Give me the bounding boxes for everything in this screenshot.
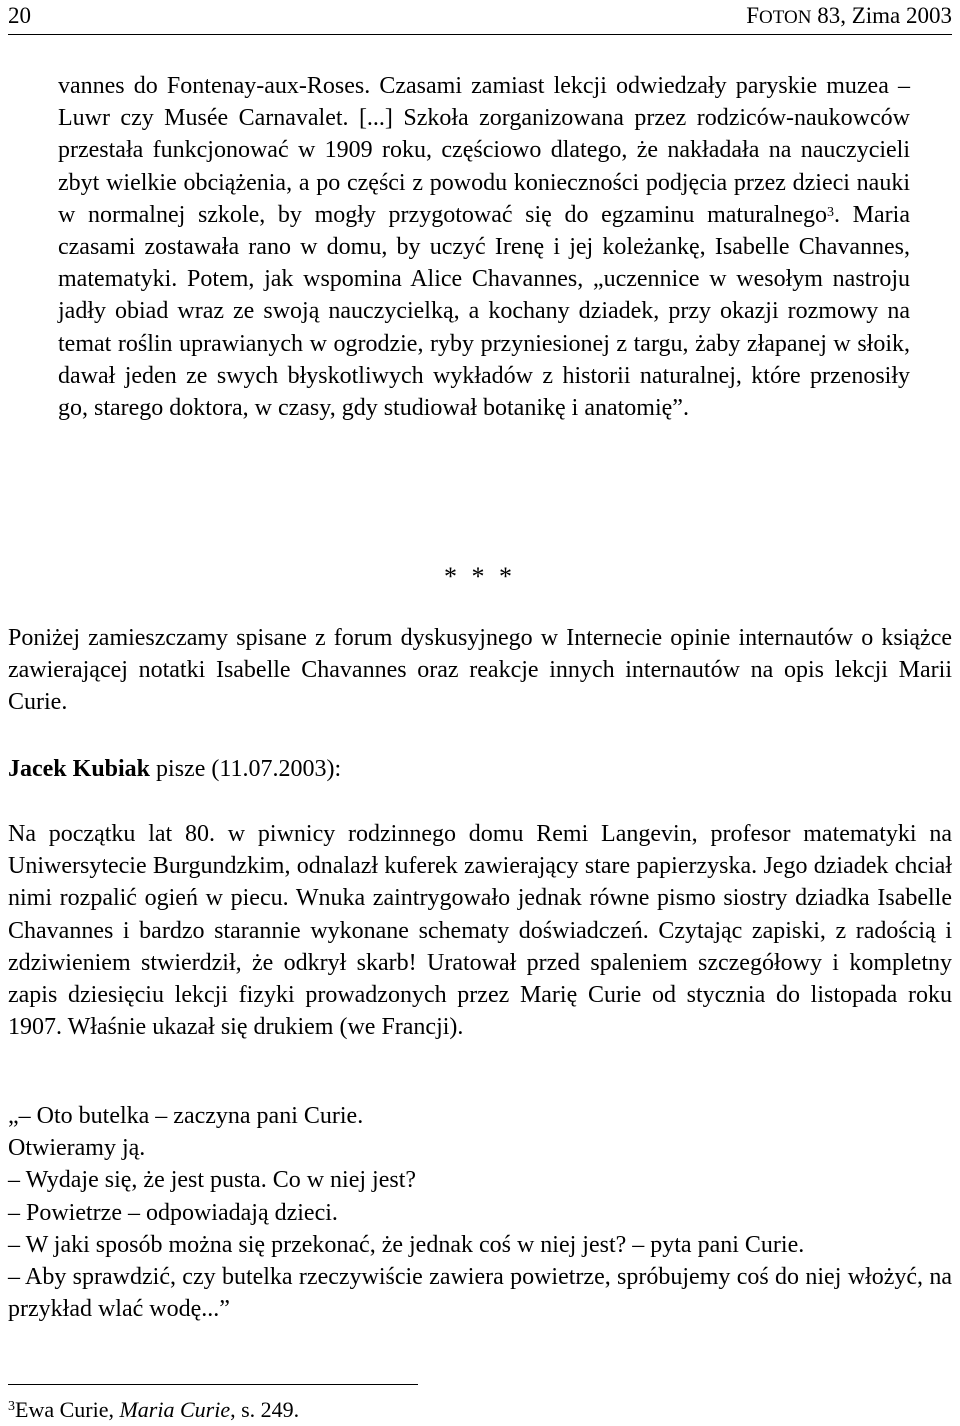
section-separator: * * * xyxy=(444,562,516,591)
dialog-line: Otwieramy ją. xyxy=(8,1135,146,1162)
page-header xyxy=(8,0,952,35)
dialog-line: – W jaki sposób można się przekonać, że jednak coś w niej jest? – pyta pani Curie. xyxy=(8,1231,805,1258)
body-paragraph-1: vannes do Fontenay-aux-Roses. Czasami zamiast lekcji odwiedzały paryskie muzea – Luwr czy Musée Carnavalet. [...] Szkoła zorganizowana przez rodziców-naukowców przestała funkcjonować w 1909 roku, częściowo dlatego, że nakładała na nauczycieli zbyt wielkie obciążenia, a po części z powodu konieczności podjęcia przez dzieci nauki w normalnej szkole, by mogły przygotować się do egzaminu maturalnego$^3$. Maria czasami zostawała rano w domu, by uczyć Irenę i jej koleżankę, Isabelle Chavannes, matematyki. Potem, jak wspomina Alice Chavannes, „uczennice w wesołym nastroju jadły obiad wraz ze swoją nauczycielką, a kochany dziadek, przy okazji rozmowy na temat roślin uprawianych w ogrodzie, ryby przyniesionej z targu, żaby złapanej w słoik, dawał jeden ze swych błyskotliwych wykładów z historii naturalnej, które przenosiły go, starego doktora, w czasy, gdy studiował botanikę i anatomię”. xyxy=(58,73,910,422)
body-paragraph-2: Poniżej zamieszczamy spisane z forum dyskusyjnego w Internecie opinie internautów o książce zawierającej notatki Isabelle Chavannes oraz reakcje innych internautów na opis lekcji Marii Curie. xyxy=(8,625,952,716)
body-paragraph-3: Na początku lat 80. w piwnicy rodzinnego domu Remi Langevin, profesor matematyki na Uniwersytecie Burgundzkim, odnalazł kuferek zawierający stare papierzyska. Jego dziadek chciał nimi rozpalić ogień w piecu. Wnuka zaintrygowało jednak równe pismo siostry dziadka Isabelle Chavannes i bardzo starannie wykonane schematy doświadczeń. Czytając zapiski, z radością i zdziwieniem stwierdził, że odkrył skarb! Uratował przed spaleniem szczegółowy i kompletny zapis dziesięciu lekcji fizyki prowadzonych przez Marię Curie od stycznia do listopada roku 1907. Właśnie ukazał się drukiem (we Francji). xyxy=(8,821,952,1041)
footnote-divider xyxy=(8,1384,418,1385)
post-author: Jacek Kubiak xyxy=(8,756,151,782)
footnote-reference[interactable]: 3 xyxy=(827,204,835,220)
dialog-line: – Powietrze – odpowiadają dzieci. xyxy=(8,1199,338,1226)
publication-title: FOTON 83, Zima 2003 xyxy=(746,3,952,28)
post-signature: Jacek Kubiak pisze (11.07.2003): xyxy=(8,756,342,782)
dialog-line: – Wydaje się, że jest pusta. Co w niej jest? xyxy=(8,1167,417,1194)
dialog-line: „– Oto butelka – zaczyna pani Curie. xyxy=(8,1103,364,1129)
page-number: 20 xyxy=(8,3,31,28)
footnote: $^3$Ewa Curie, Maria Curie, s. 249. xyxy=(8,1397,300,1422)
dialog-quote xyxy=(8,1100,952,1325)
dialog-line: – Aby sprawdzić, czy butelka rzeczywiście zawiera powietrze, spróbujemy coś do niej włożyć, na przykład wlać wodę...” xyxy=(8,1264,952,1323)
